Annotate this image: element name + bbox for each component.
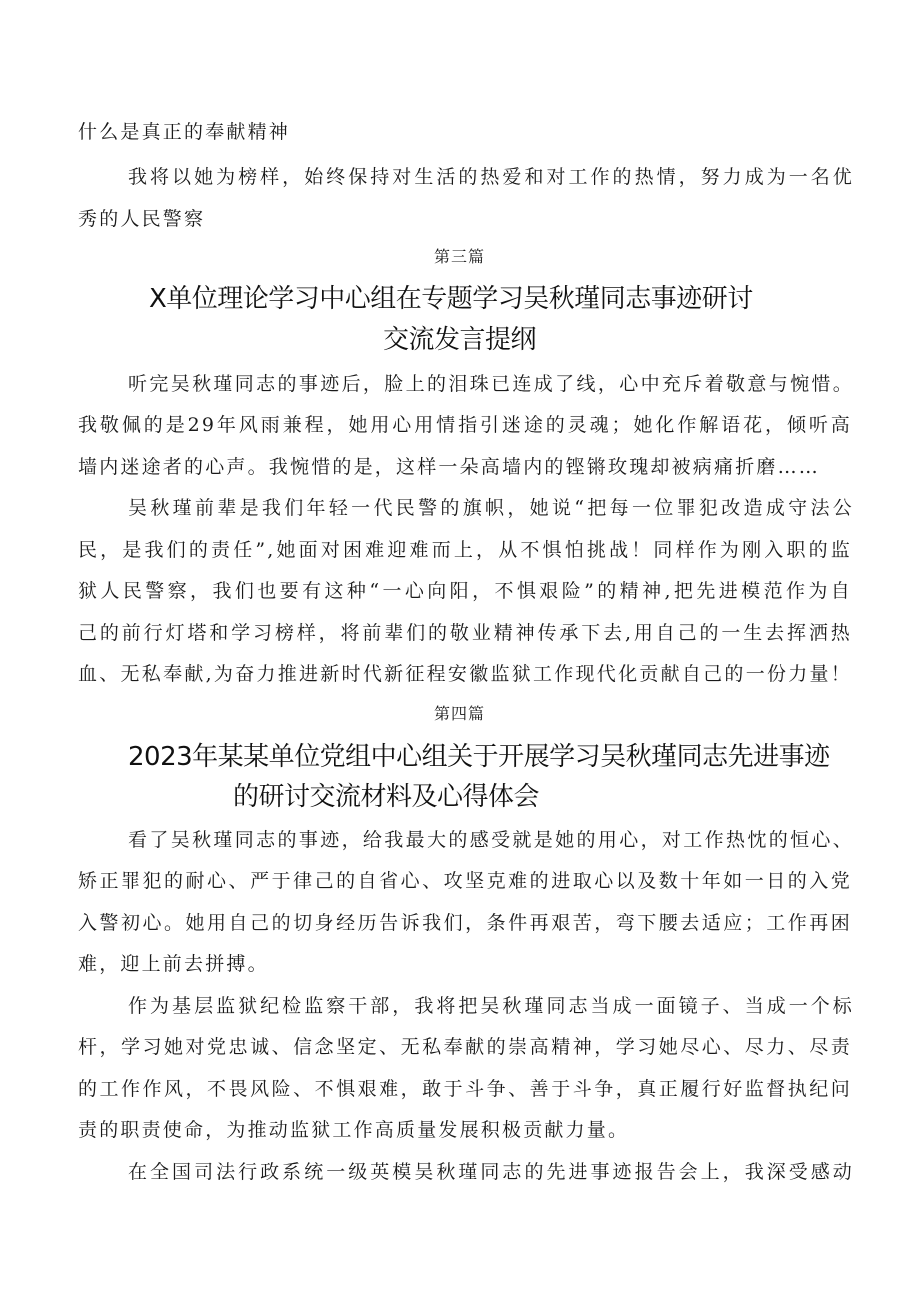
section-title: X单位理论学习中心组在专题学习吴秋瑾同志事迹研讨 [149,284,753,314]
section-title: 的研讨交流材料及心得体会 [233,782,540,812]
text-line: 墙内迷途者的心声。我惋惜的是，这样一朵高墙内的铿锵玫瑰却被病痛折磨…… [78,456,821,478]
text-line: 秀的人民警察 [78,208,206,230]
section-heading: 第四篇 [434,704,486,723]
text-line: 听完吴秋瑾同志的事迹后，脸上的泪珠已连成了线，心中充斥着敬意与惋惜。 [128,373,854,395]
text-line: 杆，学习她对党忠诚、信念坚定、无私奉献的崇高精神，学习她尽心、尽力、尽责 [78,1036,852,1058]
text-line: 我将以她为榜样，始终保持对生活的热爱和对工作的热情，努力成为一名优 [128,166,854,188]
text-line: 责的职责使命，为推动监狱工作高质量发展积极贡献力量。 [78,1119,630,1141]
text-line: 入警初心。她用自己的切身经历告诉我们，条件再艰苦，弯下腰去适应；工作再困 [78,912,852,934]
text-line: 的工作作风，不畏风险、不惧艰难，敢于斗争、善于斗争，真正履行好监督执纪问 [78,1078,852,1100]
text-line: 什么是真正的奉献精神 [78,121,291,143]
text-line: 在全国司法行政系统一级英模吴秋瑾同志的先进事迹报告会上，我深受感动 [128,1161,854,1183]
text-line: 看了吴秋瑾同志的事迹，给我最大的感受就是她的用心，对工作热忱的恒心、 [128,829,854,851]
text-line: 吴秋瑾前辈是我们年轻一代民警的旗帜，她说“把每一位罪犯改造成守法公 [128,497,854,519]
text-line: 作为基层监狱纪检监察干部，我将把吴秋瑾同志当成一面镜子、当成一个标 [128,995,854,1017]
text-line: 血、无私奉献,为奋力推进新时代新征程安徽监狱工作现代化贡献自己的一份力量！ [78,663,852,685]
text-line: 狱人民警察，我们也要有这种“一心向阳，不惧艰险”的精神,把先进模范作为自 [78,580,852,602]
text-line: 我敬佩的是29年风雨兼程，她用心用情指引迷途的灵魂；她化作解语花，倾听高 [78,414,852,436]
text-line: 矫正罪犯的耐心、严于律己的自省心、攻坚克难的进取心以及数十年如一日的入党 [78,870,852,892]
text-line: 民，是我们的责任”,她面对困难迎难而上，从不惧怕挑战！同样作为刚入职的监 [78,539,852,561]
text-line: 己的前行灯塔和学习榜样，将前辈们的敬业精神传承下去,用自己的一生去挥洒热 [78,622,852,644]
text-line: 难，迎上前去拼搏。 [78,953,269,975]
section-title: 交流发言提纲 [383,325,537,355]
section-title: 2023年某某单位党组中心组关于开展学习吴秋瑾同志先进事迹 [128,742,830,772]
section-heading: 第三篇 [434,247,486,266]
